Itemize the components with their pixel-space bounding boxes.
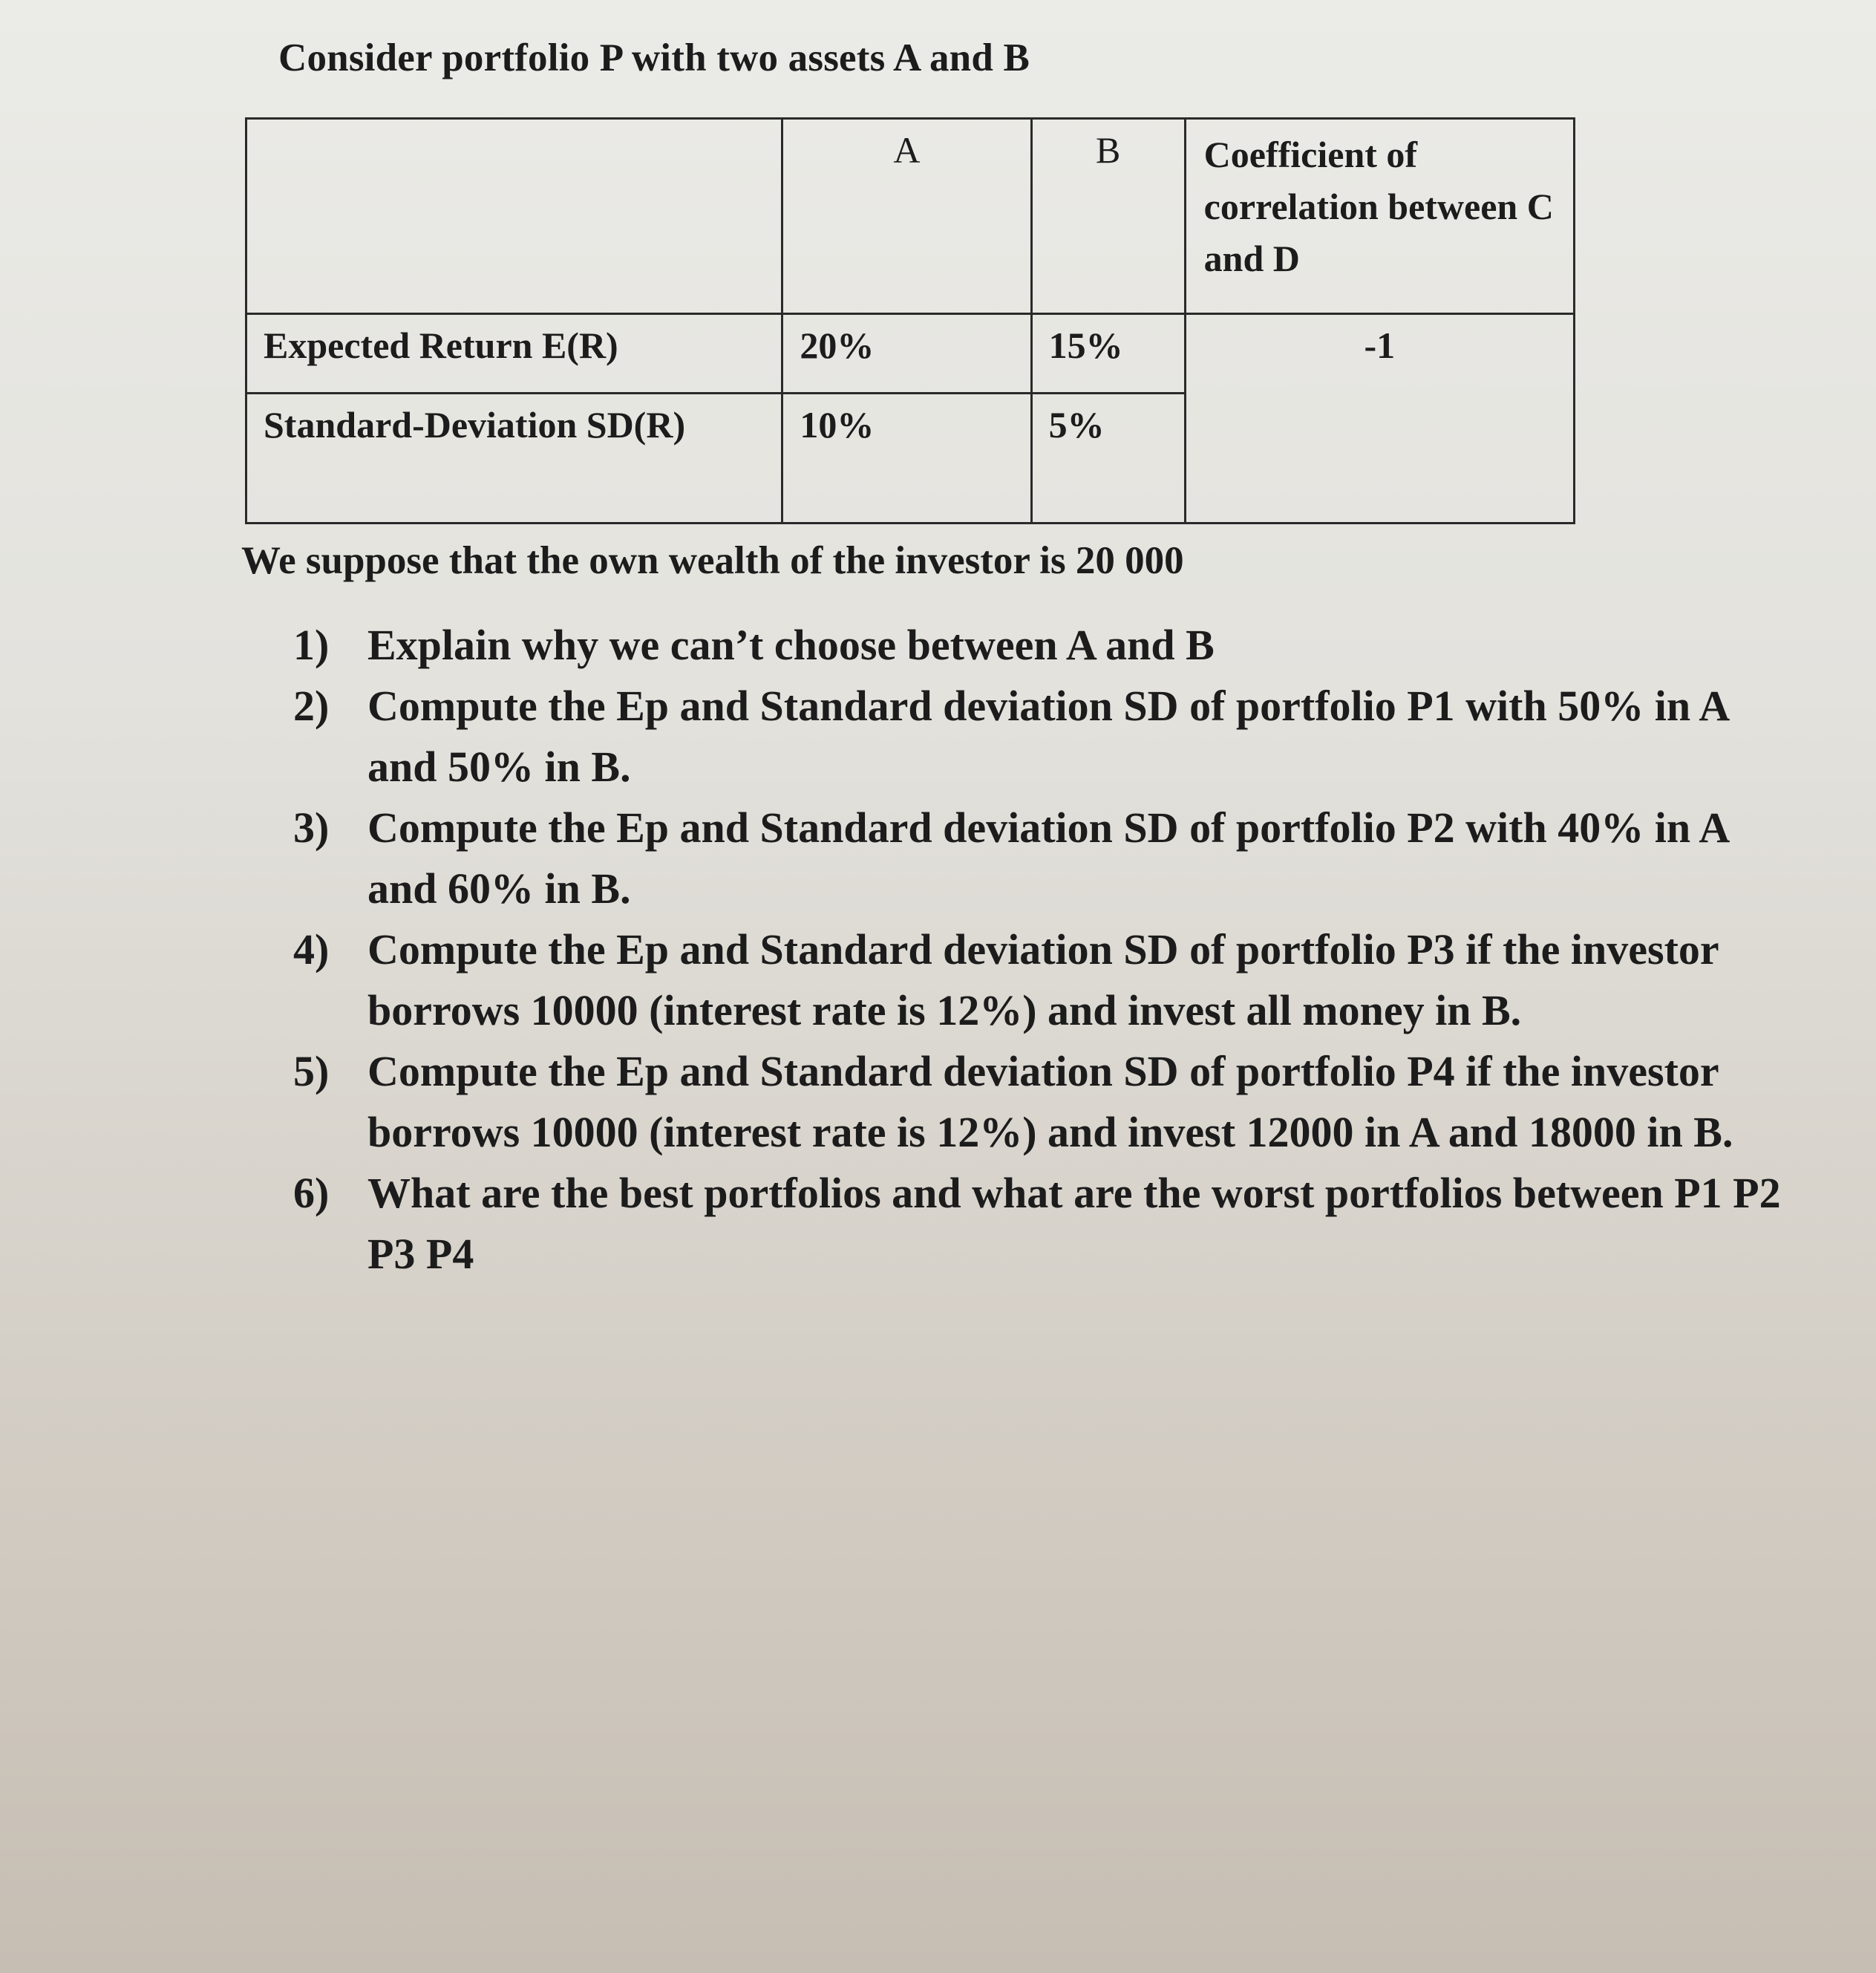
question-text: Compute the Ep and Standard deviation SD of portfolio P4 if the investor borrows 10000 (interest rate is 12%) and invest 12000 in A and 18000 in B. xyxy=(367,1047,1733,1156)
table-header-correlation: Coefficient of correlation between C and D xyxy=(1185,119,1574,314)
question-number: 6) xyxy=(293,1169,330,1217)
cell-expected-return-b: 15% xyxy=(1031,314,1185,394)
question-number: 5) xyxy=(293,1047,330,1095)
question-text: What are the best portfolios and what are the worst portfolios between P1 P2 P3 P4 xyxy=(367,1169,1781,1278)
row-label-expected-return: Expected Return E(R) xyxy=(246,314,782,394)
question-item xyxy=(293,1041,1800,1163)
wealth-statement: We suppose that the own wealth of the investor is 20 000 xyxy=(241,539,1184,582)
row-label-standard-deviation: Standard-Deviation SD(R) xyxy=(246,394,782,524)
question-number: 1) xyxy=(293,621,330,669)
cell-expected-return-a: 20% xyxy=(782,314,1031,394)
question-item xyxy=(293,676,1800,798)
question-number: 2) xyxy=(293,682,330,730)
table-row-expected-return xyxy=(246,314,1575,394)
question-list xyxy=(293,615,1800,1285)
question-item xyxy=(293,615,1800,676)
question-number: 3) xyxy=(293,803,330,852)
cell-correlation-value: -1 xyxy=(1185,314,1574,524)
asset-table xyxy=(245,117,1575,524)
question-text: Compute the Ep and Standard deviation SD of portfolio P2 with 40% in A and 60% in B. xyxy=(367,803,1728,913)
question-text: Compute the Ep and Standard deviation SD of portfolio P3 if the investor borrows 10000 (interest rate is 12%) and invest all money in B. xyxy=(367,925,1719,1034)
table-header-row xyxy=(246,119,1575,314)
question-item xyxy=(293,1163,1800,1285)
question-item xyxy=(293,798,1800,919)
question-text: Explain why we can’t choose between A and B xyxy=(367,621,1215,669)
cell-standard-deviation-b: 5% xyxy=(1031,394,1185,524)
table-header-b: B xyxy=(1031,119,1185,314)
page-title: Consider portfolio P with two assets A and B xyxy=(278,36,1030,79)
question-text: Compute the Ep and Standard deviation SD of portfolio P1 with 50% in A and 50% in B. xyxy=(367,682,1728,791)
cell-standard-deviation-a: 10% xyxy=(782,394,1031,524)
table-header-a: A xyxy=(782,119,1031,314)
question-number: 4) xyxy=(293,925,330,974)
table-header-empty xyxy=(246,119,782,314)
question-item xyxy=(293,919,1800,1041)
